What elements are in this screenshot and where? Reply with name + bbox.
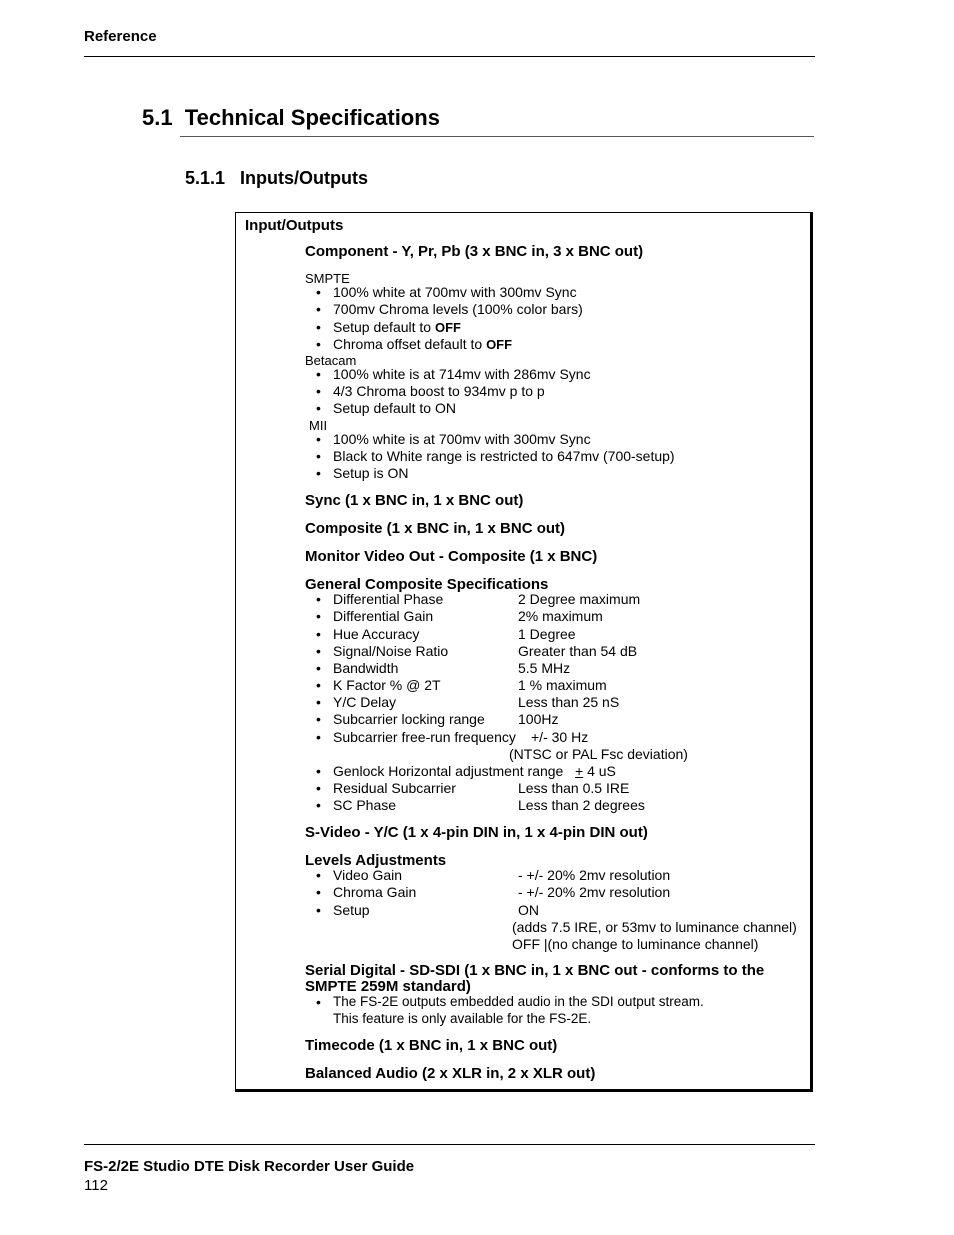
spec-label: Signal/Noise Ratio <box>333 643 449 659</box>
spec-label: Subcarrier free-run frequency <box>333 729 516 745</box>
smpte-label: SMPTE <box>305 271 350 286</box>
header-rule <box>84 56 815 57</box>
bullet: • <box>316 448 321 464</box>
bullet: • <box>316 400 321 416</box>
bullet: • <box>316 677 321 693</box>
timecode-heading: Timecode (1 x BNC in, 1 x BNC out) <box>305 1037 558 1054</box>
mii-label: MII <box>309 418 328 433</box>
bullet: • <box>316 780 321 796</box>
bullet: • <box>316 319 321 335</box>
bullet: • <box>316 383 321 399</box>
footer-rule <box>84 1144 815 1145</box>
bullet: • <box>316 431 321 447</box>
setup-note: (adds 7.5 IRE, or 53mv to luminance channel) <box>512 919 797 935</box>
spec-value: 1 % maximum <box>518 677 607 693</box>
general-composite-heading: General Composite Specifications <box>305 576 549 593</box>
bullet: • <box>316 591 321 607</box>
spec-label: Residual Subcarrier <box>333 780 456 796</box>
setup-default-value: OFF <box>434 320 461 335</box>
spec-label: Genlock Horizontal adjustment range <box>333 763 564 779</box>
section-title: 5.1 Technical Specifications <box>142 105 440 130</box>
spec-label: SC Phase <box>333 797 397 813</box>
level-value: - +/- 20% 2mv resolution <box>518 867 671 883</box>
serial-digital-heading-cont: SMPTE 259M standard) <box>305 978 471 995</box>
page-number: 112 <box>84 1177 108 1194</box>
setup-default-label: Setup default to <box>333 319 435 335</box>
betacam-item: 100% white is at 714mv with 286mv Sync <box>333 366 591 382</box>
bullet: • <box>316 643 321 659</box>
spec-value <box>575 763 616 779</box>
chroma-offset-value: OFF <box>486 337 513 352</box>
bullet: • <box>316 366 321 382</box>
serial-digital-heading: Serial Digital - SD-SDI (1 x BNC in, 1 x BNC out - conforms to the <box>305 962 765 979</box>
smpte-item <box>333 336 512 352</box>
spec-label: Hue Accuracy <box>333 626 420 642</box>
bullet: • <box>316 626 321 642</box>
bullet: • <box>316 994 321 1010</box>
spec-value: 1 Degree <box>518 626 576 642</box>
spec-value: Less than 25 nS <box>518 694 620 710</box>
smpte-item <box>333 319 461 335</box>
betacam-item: 4/3 Chroma boost to 934mv p to p <box>333 383 545 399</box>
spec-value: Less than 0.5 IRE <box>518 780 630 796</box>
mii-item: Setup is ON <box>333 465 409 481</box>
spec-value: 2 Degree maximum <box>518 591 641 607</box>
spec-value: 5.5 MHz <box>518 660 571 676</box>
smpte-item: 100% white at 700mv with 300mv Sync <box>333 284 577 300</box>
level-value: - +/- 20% 2mv resolution <box>518 884 671 900</box>
bullet: • <box>316 465 321 481</box>
serial-item: The FS-2E outputs embedded audio in the SDI output stream. <box>333 994 704 1009</box>
bullet: • <box>316 867 321 883</box>
spec-label: Differential Gain <box>333 608 434 624</box>
genlock-value: 4 uS <box>583 763 616 779</box>
spec-value: Less than 2 degrees <box>518 797 645 813</box>
spec-label: Subcarrier locking range <box>333 711 485 727</box>
smpte-item: 700mv Chroma levels (100% color bars) <box>333 301 583 317</box>
monitor-heading: Monitor Video Out - Composite (1 x BNC) <box>305 548 598 565</box>
sync-heading: Sync (1 x BNC in, 1 x BNC out) <box>305 492 524 509</box>
bullet: • <box>316 301 321 317</box>
bullet: • <box>316 797 321 813</box>
spec-value: 100Hz <box>518 711 559 727</box>
spec-value: +/- 30 Hz <box>531 729 589 745</box>
bullet: • <box>316 884 321 900</box>
bullet: • <box>316 284 321 300</box>
plus-minus-sign: + <box>575 763 584 779</box>
svideo-heading: S-Video - Y/C (1 x 4-pin DIN in, 1 x 4-pin DIN out) <box>305 824 648 841</box>
spec-label: Bandwidth <box>333 660 399 676</box>
serial-item-cont: This feature is only available for the FS-2E. <box>333 1011 592 1026</box>
bullet: • <box>316 608 321 624</box>
betacam-label: Betacam <box>305 353 357 368</box>
level-value: ON <box>518 902 539 918</box>
betacam-item: Setup default to ON <box>333 400 456 416</box>
spec-value: Greater than 54 dB <box>518 643 638 659</box>
bullet: • <box>316 336 321 352</box>
level-label: Video Gain <box>333 867 403 883</box>
subsection-title: 5.1.1 Inputs/Outputs <box>185 168 369 188</box>
spec-label: Y/C Delay <box>333 694 397 710</box>
spec-box-title: Input/Outputs <box>245 217 344 234</box>
audio-heading: Balanced Audio (2 x XLR in, 2 x XLR out) <box>305 1065 596 1082</box>
spec-value: 2% maximum <box>518 608 603 624</box>
footer-title: FS-2/2E Studio DTE Disk Recorder User Guide <box>84 1158 415 1175</box>
bullet: • <box>316 711 321 727</box>
section-rule <box>180 136 814 137</box>
freerun-note: (NTSC or PAL Fsc deviation) <box>509 746 688 762</box>
bullet: • <box>316 660 321 676</box>
bullet: • <box>316 729 321 745</box>
bullet: • <box>316 763 321 779</box>
mii-item: 100% white is at 700mv with 300mv Sync <box>333 431 591 447</box>
setup-note: OFF |(no change to luminance channel) <box>512 936 759 952</box>
running-header: Reference <box>84 28 157 45</box>
bullet: • <box>316 694 321 710</box>
spec-label: K Factor % @ 2T <box>333 677 441 693</box>
bullet: • <box>316 902 321 918</box>
chroma-offset-label: Chroma offset default to <box>333 336 487 352</box>
component-heading: Component - Y, Pr, Pb (3 x BNC in, 3 x BNC out) <box>305 243 644 260</box>
composite-heading: Composite (1 x BNC in, 1 x BNC out) <box>305 520 566 537</box>
levels-heading: Levels Adjustments <box>305 852 447 869</box>
level-label: Setup <box>333 902 370 918</box>
spec-label: Differential Phase <box>333 591 444 607</box>
level-label: Chroma Gain <box>333 884 417 900</box>
mii-item: Black to White range is restricted to 647mv (700-setup) <box>333 448 675 464</box>
